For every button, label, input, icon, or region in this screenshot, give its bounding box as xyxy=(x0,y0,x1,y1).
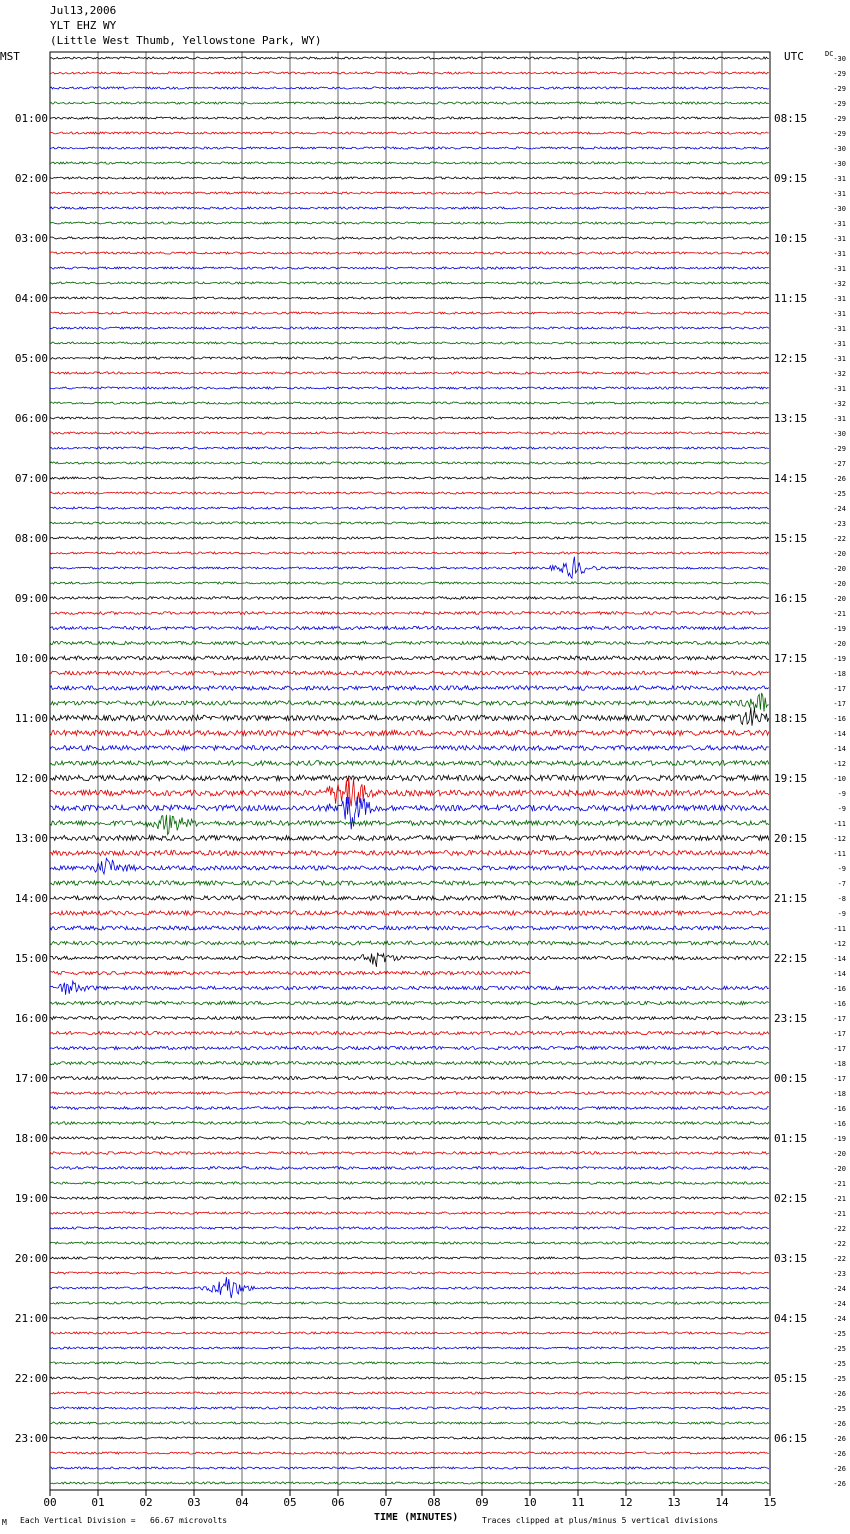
dc-offset-label: -14 xyxy=(833,955,846,963)
traces xyxy=(50,57,769,1484)
utc-hour-label: 23:15 xyxy=(774,1012,808,1025)
trace-row xyxy=(50,372,769,374)
dc-offset-label: -16 xyxy=(833,715,846,723)
trace-row xyxy=(50,1407,769,1409)
trace-row xyxy=(50,462,769,464)
trace-row xyxy=(50,177,769,179)
dc-offset-label: -19 xyxy=(833,1135,846,1143)
dc-offset-label: -31 xyxy=(833,220,846,228)
utc-hour-label: 08:15 xyxy=(774,112,808,125)
dc-offset-label: -25 xyxy=(833,490,846,498)
trace-row xyxy=(50,342,769,344)
x-tick-label: 15 xyxy=(763,1496,777,1509)
mst-hour-label: 23:00 xyxy=(14,1432,48,1445)
dc-offset-label: -31 xyxy=(833,295,846,303)
dc-offset-label: -30 xyxy=(833,430,846,438)
trace-row xyxy=(50,1277,769,1298)
trace-row xyxy=(50,656,769,660)
dc-offset-label: -31 xyxy=(833,235,846,243)
trace-row xyxy=(50,162,769,164)
mst-hour-label: 04:00 xyxy=(14,292,48,305)
trace-row xyxy=(50,492,769,494)
utc-hour-label: 02:15 xyxy=(774,1192,808,1205)
mst-hour-label: 18:00 xyxy=(14,1132,48,1145)
dc-offset-label: -23 xyxy=(833,520,846,528)
dc-offset-label: -29 xyxy=(833,115,846,123)
trace-row xyxy=(50,1212,769,1214)
trace-row xyxy=(50,641,769,644)
dc-offset-label: -20 xyxy=(833,550,846,558)
dc-offset-label: -32 xyxy=(833,400,846,408)
dc-offset-label: -23 xyxy=(833,1270,846,1278)
dc-offset-label: -9 xyxy=(837,910,846,918)
mst-hour-label: 14:00 xyxy=(14,892,48,905)
x-tick-label: 11 xyxy=(571,1496,585,1509)
utc-hour-label: 06:15 xyxy=(774,1432,808,1445)
header-date: Jul13,2006 xyxy=(50,4,117,17)
dc-offset-label: -17 xyxy=(833,685,846,693)
x-tick-label: 14 xyxy=(715,1496,729,1509)
axis-labels xyxy=(15,55,846,1509)
dc-offset-label: -10 xyxy=(833,775,846,783)
trace-row xyxy=(50,1077,769,1080)
trace-row xyxy=(50,981,769,995)
dc-offset-label: -9 xyxy=(837,805,846,813)
dc-offset-label: -31 xyxy=(833,250,846,258)
dc-offset-label: -12 xyxy=(833,835,846,843)
dc-offset-label: -7 xyxy=(837,880,846,888)
dc-offset-label: -22 xyxy=(833,535,846,543)
dc-offset-label: -22 xyxy=(833,1240,846,1248)
utc-hour-label: 09:15 xyxy=(774,172,808,185)
trace-row xyxy=(50,1482,769,1484)
mst-hour-label: 06:00 xyxy=(14,412,48,425)
trace-row xyxy=(50,252,769,254)
trace-row xyxy=(50,1302,769,1304)
x-tick-label: 07 xyxy=(379,1496,393,1509)
dc-offset-label: -31 xyxy=(833,385,846,393)
dc-offset-label: -27 xyxy=(833,460,846,468)
trace-row xyxy=(50,57,769,59)
utc-hour-label: 20:15 xyxy=(774,832,808,845)
mst-hour-label: 19:00 xyxy=(14,1192,48,1205)
trace-row xyxy=(50,693,769,712)
mst-hour-label: 07:00 xyxy=(14,472,48,485)
mst-hour-label: 16:00 xyxy=(14,1012,48,1025)
dc-offset-label: -31 xyxy=(833,325,846,333)
trace-row xyxy=(50,896,769,900)
trace-row xyxy=(50,522,769,524)
dc-offset-label: -14 xyxy=(833,970,846,978)
trace-row xyxy=(50,746,769,751)
dc-offset-label: -17 xyxy=(833,1030,846,1038)
trace-row xyxy=(50,1362,769,1364)
dc-offset-label: -21 xyxy=(833,610,846,618)
dc-offset-label: -32 xyxy=(833,370,846,378)
utc-hour-label: 04:15 xyxy=(774,1312,808,1325)
trace-row xyxy=(50,87,769,89)
trace-row xyxy=(50,761,769,766)
trace-row xyxy=(50,267,769,269)
dc-offset-label: -31 xyxy=(833,310,846,318)
utc-hour-label: 05:15 xyxy=(774,1372,808,1385)
dc-offset-label: -18 xyxy=(833,1090,846,1098)
dc-offset-label: -26 xyxy=(833,1420,846,1428)
trace-row xyxy=(50,1016,769,1019)
dc-offset-label: -9 xyxy=(837,865,846,873)
dc-offset-label: -19 xyxy=(833,655,846,663)
trace-row xyxy=(50,357,769,359)
dc-offset-label: -8 xyxy=(837,895,846,903)
trace-row xyxy=(50,1317,769,1319)
trace-row xyxy=(50,777,769,806)
mst-hour-label: 02:00 xyxy=(14,172,48,185)
trace-row xyxy=(50,1092,769,1095)
trace-row xyxy=(50,147,769,149)
trace-row xyxy=(50,1452,769,1454)
trace-row xyxy=(50,926,769,930)
trace-row xyxy=(50,815,769,835)
dc-offset-label: -29 xyxy=(833,100,846,108)
corner-mark: M xyxy=(2,1518,7,1527)
mst-hour-label: 09:00 xyxy=(14,592,48,605)
dc-offset-label: -26 xyxy=(833,1450,846,1458)
dc-offset-label: -17 xyxy=(833,1075,846,1083)
x-tick-label: 06 xyxy=(331,1496,345,1509)
trace-row xyxy=(50,222,769,224)
x-tick-label: 12 xyxy=(619,1496,633,1509)
utc-hour-label: 19:15 xyxy=(774,772,808,785)
dc-offset-label: -17 xyxy=(833,700,846,708)
trace-row xyxy=(50,881,769,885)
mst-hour-label: 01:00 xyxy=(14,112,48,125)
dc-offset-label: -29 xyxy=(833,85,846,93)
utc-axis-title: UTC xyxy=(784,50,804,63)
dc-offset-label: -26 xyxy=(833,1465,846,1473)
dc-offset-label: -16 xyxy=(833,1120,846,1128)
trace-row xyxy=(50,1152,769,1155)
trace-row xyxy=(50,237,769,239)
dc-offset-label: -24 xyxy=(833,505,846,513)
dc-offset-label: -31 xyxy=(833,190,846,198)
trace-row xyxy=(50,507,769,509)
dc-offset-label: -12 xyxy=(833,760,846,768)
mst-hour-label: 11:00 xyxy=(14,712,48,725)
trace-row xyxy=(50,72,769,74)
x-tick-label: 02 xyxy=(139,1496,153,1509)
trace-row xyxy=(50,1422,769,1424)
trace-row xyxy=(50,626,769,629)
trace-row xyxy=(50,836,769,841)
mst-axis-title: MST xyxy=(0,50,20,63)
trace-row xyxy=(50,1167,769,1170)
trace-row xyxy=(50,612,769,615)
dc-offset-label: -26 xyxy=(833,1480,846,1488)
mst-hour-label: 15:00 xyxy=(14,952,48,965)
dc-offset-label: -29 xyxy=(833,445,846,453)
dc-offset-label: -14 xyxy=(833,730,846,738)
utc-hour-label: 17:15 xyxy=(774,652,808,665)
dc-offset-label: -17 xyxy=(833,1015,846,1023)
utc-hour-label: 18:15 xyxy=(774,712,808,725)
mst-hour-label: 08:00 xyxy=(14,532,48,545)
x-tick-label: 04 xyxy=(235,1496,249,1509)
trace-row xyxy=(50,1437,769,1439)
mst-hour-label: 13:00 xyxy=(14,832,48,845)
trace-row xyxy=(50,953,769,967)
dc-offset-label: -16 xyxy=(833,985,846,993)
trace-row xyxy=(50,282,769,284)
dc-offset-label: -22 xyxy=(833,1255,846,1263)
dc-offset-label: -20 xyxy=(833,595,846,603)
dc-offset-label: -29 xyxy=(833,70,846,78)
trace-row xyxy=(50,102,769,104)
dc-offset-label: -24 xyxy=(833,1315,846,1323)
trace-row xyxy=(50,1061,769,1064)
utc-hour-label: 01:15 xyxy=(774,1132,808,1145)
dc-offset-label: -9 xyxy=(837,790,846,798)
x-tick-label: 10 xyxy=(523,1496,537,1509)
clip-note: Traces clipped at plus/minus 5 vertical divisions xyxy=(482,1516,719,1525)
trace-row xyxy=(50,1347,769,1349)
dc-offset-label: -20 xyxy=(833,1165,846,1173)
dc-offset-label: -31 xyxy=(833,175,846,183)
trace-row xyxy=(50,312,769,314)
dc-offset-label: -31 xyxy=(833,340,846,348)
trace-row xyxy=(50,911,769,915)
dc-offset-label: -31 xyxy=(833,265,846,273)
trace-row xyxy=(50,1046,769,1049)
trace-row xyxy=(50,941,769,945)
trace-row xyxy=(50,1242,769,1244)
trace-row xyxy=(50,686,769,690)
trace-row xyxy=(50,851,769,856)
trace-row xyxy=(50,557,769,579)
trace-row xyxy=(50,1182,769,1184)
dc-offset-label: -20 xyxy=(833,1150,846,1158)
trace-row xyxy=(50,327,769,329)
utc-hour-label: 15:15 xyxy=(774,532,808,545)
trace-row xyxy=(50,1272,769,1274)
mst-hour-label: 10:00 xyxy=(14,652,48,665)
trace-row xyxy=(50,117,769,119)
dc-offset-label: -31 xyxy=(833,415,846,423)
trace-row xyxy=(50,207,769,209)
trace-row xyxy=(50,1257,769,1259)
dc-offset-label: -14 xyxy=(833,745,846,753)
trace-row xyxy=(50,1332,769,1334)
dc-offset-label: -25 xyxy=(833,1345,846,1353)
trace-row xyxy=(50,671,769,675)
trace-row xyxy=(50,192,769,194)
trace-row xyxy=(50,1227,769,1229)
trace-row xyxy=(50,537,769,539)
dc-offset-label: -11 xyxy=(833,850,846,858)
trace-row xyxy=(50,775,769,780)
mst-hour-label: 21:00 xyxy=(14,1312,48,1325)
trace-row xyxy=(50,707,769,725)
dc-offset-label: -19 xyxy=(833,625,846,633)
dc-offset-label: -31 xyxy=(833,355,846,363)
utc-hour-label: 14:15 xyxy=(774,472,808,485)
trace-row xyxy=(50,552,769,554)
dc-offset-label: -30 xyxy=(833,205,846,213)
trace-row xyxy=(50,447,769,449)
dc-offset-label: -25 xyxy=(833,1330,846,1338)
dc-offset-label: -18 xyxy=(833,1060,846,1068)
trace-row xyxy=(50,1107,769,1110)
dc-offset-label: -16 xyxy=(833,1105,846,1113)
dc-offset-label: -17 xyxy=(833,1045,846,1053)
mst-hour-label: 03:00 xyxy=(14,232,48,245)
dc-offset-label: -26 xyxy=(833,1390,846,1398)
header-location: (Little West Thumb, Yellowstone Park, WY) xyxy=(50,34,322,47)
utc-hour-label: 10:15 xyxy=(774,232,808,245)
header-station: YLT EHZ WY xyxy=(50,19,117,32)
utc-hour-label: 11:15 xyxy=(774,292,808,305)
utc-hour-label: 03:15 xyxy=(774,1252,808,1265)
dc-offset-label: -21 xyxy=(833,1195,846,1203)
x-tick-label: 05 xyxy=(283,1496,297,1509)
dc-offset-label: -29 xyxy=(833,130,846,138)
dc-offset-label: -24 xyxy=(833,1285,846,1293)
x-tick-label: 01 xyxy=(91,1496,105,1509)
dc-offset-label: -21 xyxy=(833,1210,846,1218)
dc-offset-label: -26 xyxy=(833,1435,846,1443)
trace-row xyxy=(50,858,769,874)
dc-offset-label: -20 xyxy=(833,565,846,573)
trace-row xyxy=(50,1031,769,1034)
mst-hour-label: 22:00 xyxy=(14,1372,48,1385)
trace-row xyxy=(50,1467,769,1469)
dc-offset-label: -25 xyxy=(833,1405,846,1413)
mst-hour-label: 05:00 xyxy=(14,352,48,365)
mst-hour-label: 20:00 xyxy=(14,1252,48,1265)
dc-offset-label: -18 xyxy=(833,670,846,678)
x-axis-title: TIME (MINUTES) xyxy=(374,1512,459,1523)
dc-offset-label: -25 xyxy=(833,1360,846,1368)
x-tick-label: 03 xyxy=(187,1496,201,1509)
trace-row xyxy=(50,432,769,434)
trace-row xyxy=(50,1001,769,1005)
dc-offset-label: -11 xyxy=(833,925,846,933)
x-tick-label: 09 xyxy=(475,1496,489,1509)
trace-row xyxy=(50,1122,769,1125)
dc-offset-label: -30 xyxy=(833,160,846,168)
scale-note: Each Vertical Division = 66.67 microvolts xyxy=(20,1516,228,1525)
utc-hour-label: 21:15 xyxy=(774,892,808,905)
utc-hour-label: 00:15 xyxy=(774,1072,808,1085)
dc-offset-label: -30 xyxy=(833,55,846,63)
trace-row xyxy=(50,730,769,735)
dc-offset-label: -32 xyxy=(833,280,846,288)
trace-row xyxy=(50,297,769,299)
x-tick-label: 00 xyxy=(43,1496,57,1509)
dc-offset-label: -24 xyxy=(833,1300,846,1308)
trace-row xyxy=(50,417,769,419)
trace-row xyxy=(50,387,769,389)
dc-offset-label: -20 xyxy=(833,640,846,648)
dc-offset-label: -20 xyxy=(833,580,846,588)
x-tick-label: 13 xyxy=(667,1496,681,1509)
dc-offset-label: -30 xyxy=(833,145,846,153)
dc-offset-label: -16 xyxy=(833,1000,846,1008)
trace-row xyxy=(50,1377,769,1379)
trace-row xyxy=(50,402,769,404)
trace-row xyxy=(50,1197,769,1199)
dc-offset-label: -11 xyxy=(833,820,846,828)
trace-row xyxy=(50,477,769,479)
dc-offset-label: -22 xyxy=(833,1225,846,1233)
mst-hour-label: 17:00 xyxy=(14,1072,48,1085)
trace-row xyxy=(50,1392,769,1394)
dc-offset-label: -12 xyxy=(833,940,846,948)
utc-hour-label: 12:15 xyxy=(774,352,808,365)
dc-offset-label: -26 xyxy=(833,475,846,483)
utc-hour-label: 22:15 xyxy=(774,952,808,965)
mst-hour-label: 12:00 xyxy=(14,772,48,785)
trace-row xyxy=(50,597,769,600)
dc-offset-label: -25 xyxy=(833,1375,846,1383)
trace-row xyxy=(50,132,769,134)
dc-label: DC xyxy=(825,50,834,58)
dc-offset-label: -21 xyxy=(833,1180,846,1188)
utc-hour-label: 16:15 xyxy=(774,592,808,605)
utc-hour-label: 13:15 xyxy=(774,412,808,425)
trace-row xyxy=(50,1137,769,1140)
x-tick-label: 08 xyxy=(427,1496,441,1509)
trace-row xyxy=(50,582,769,584)
